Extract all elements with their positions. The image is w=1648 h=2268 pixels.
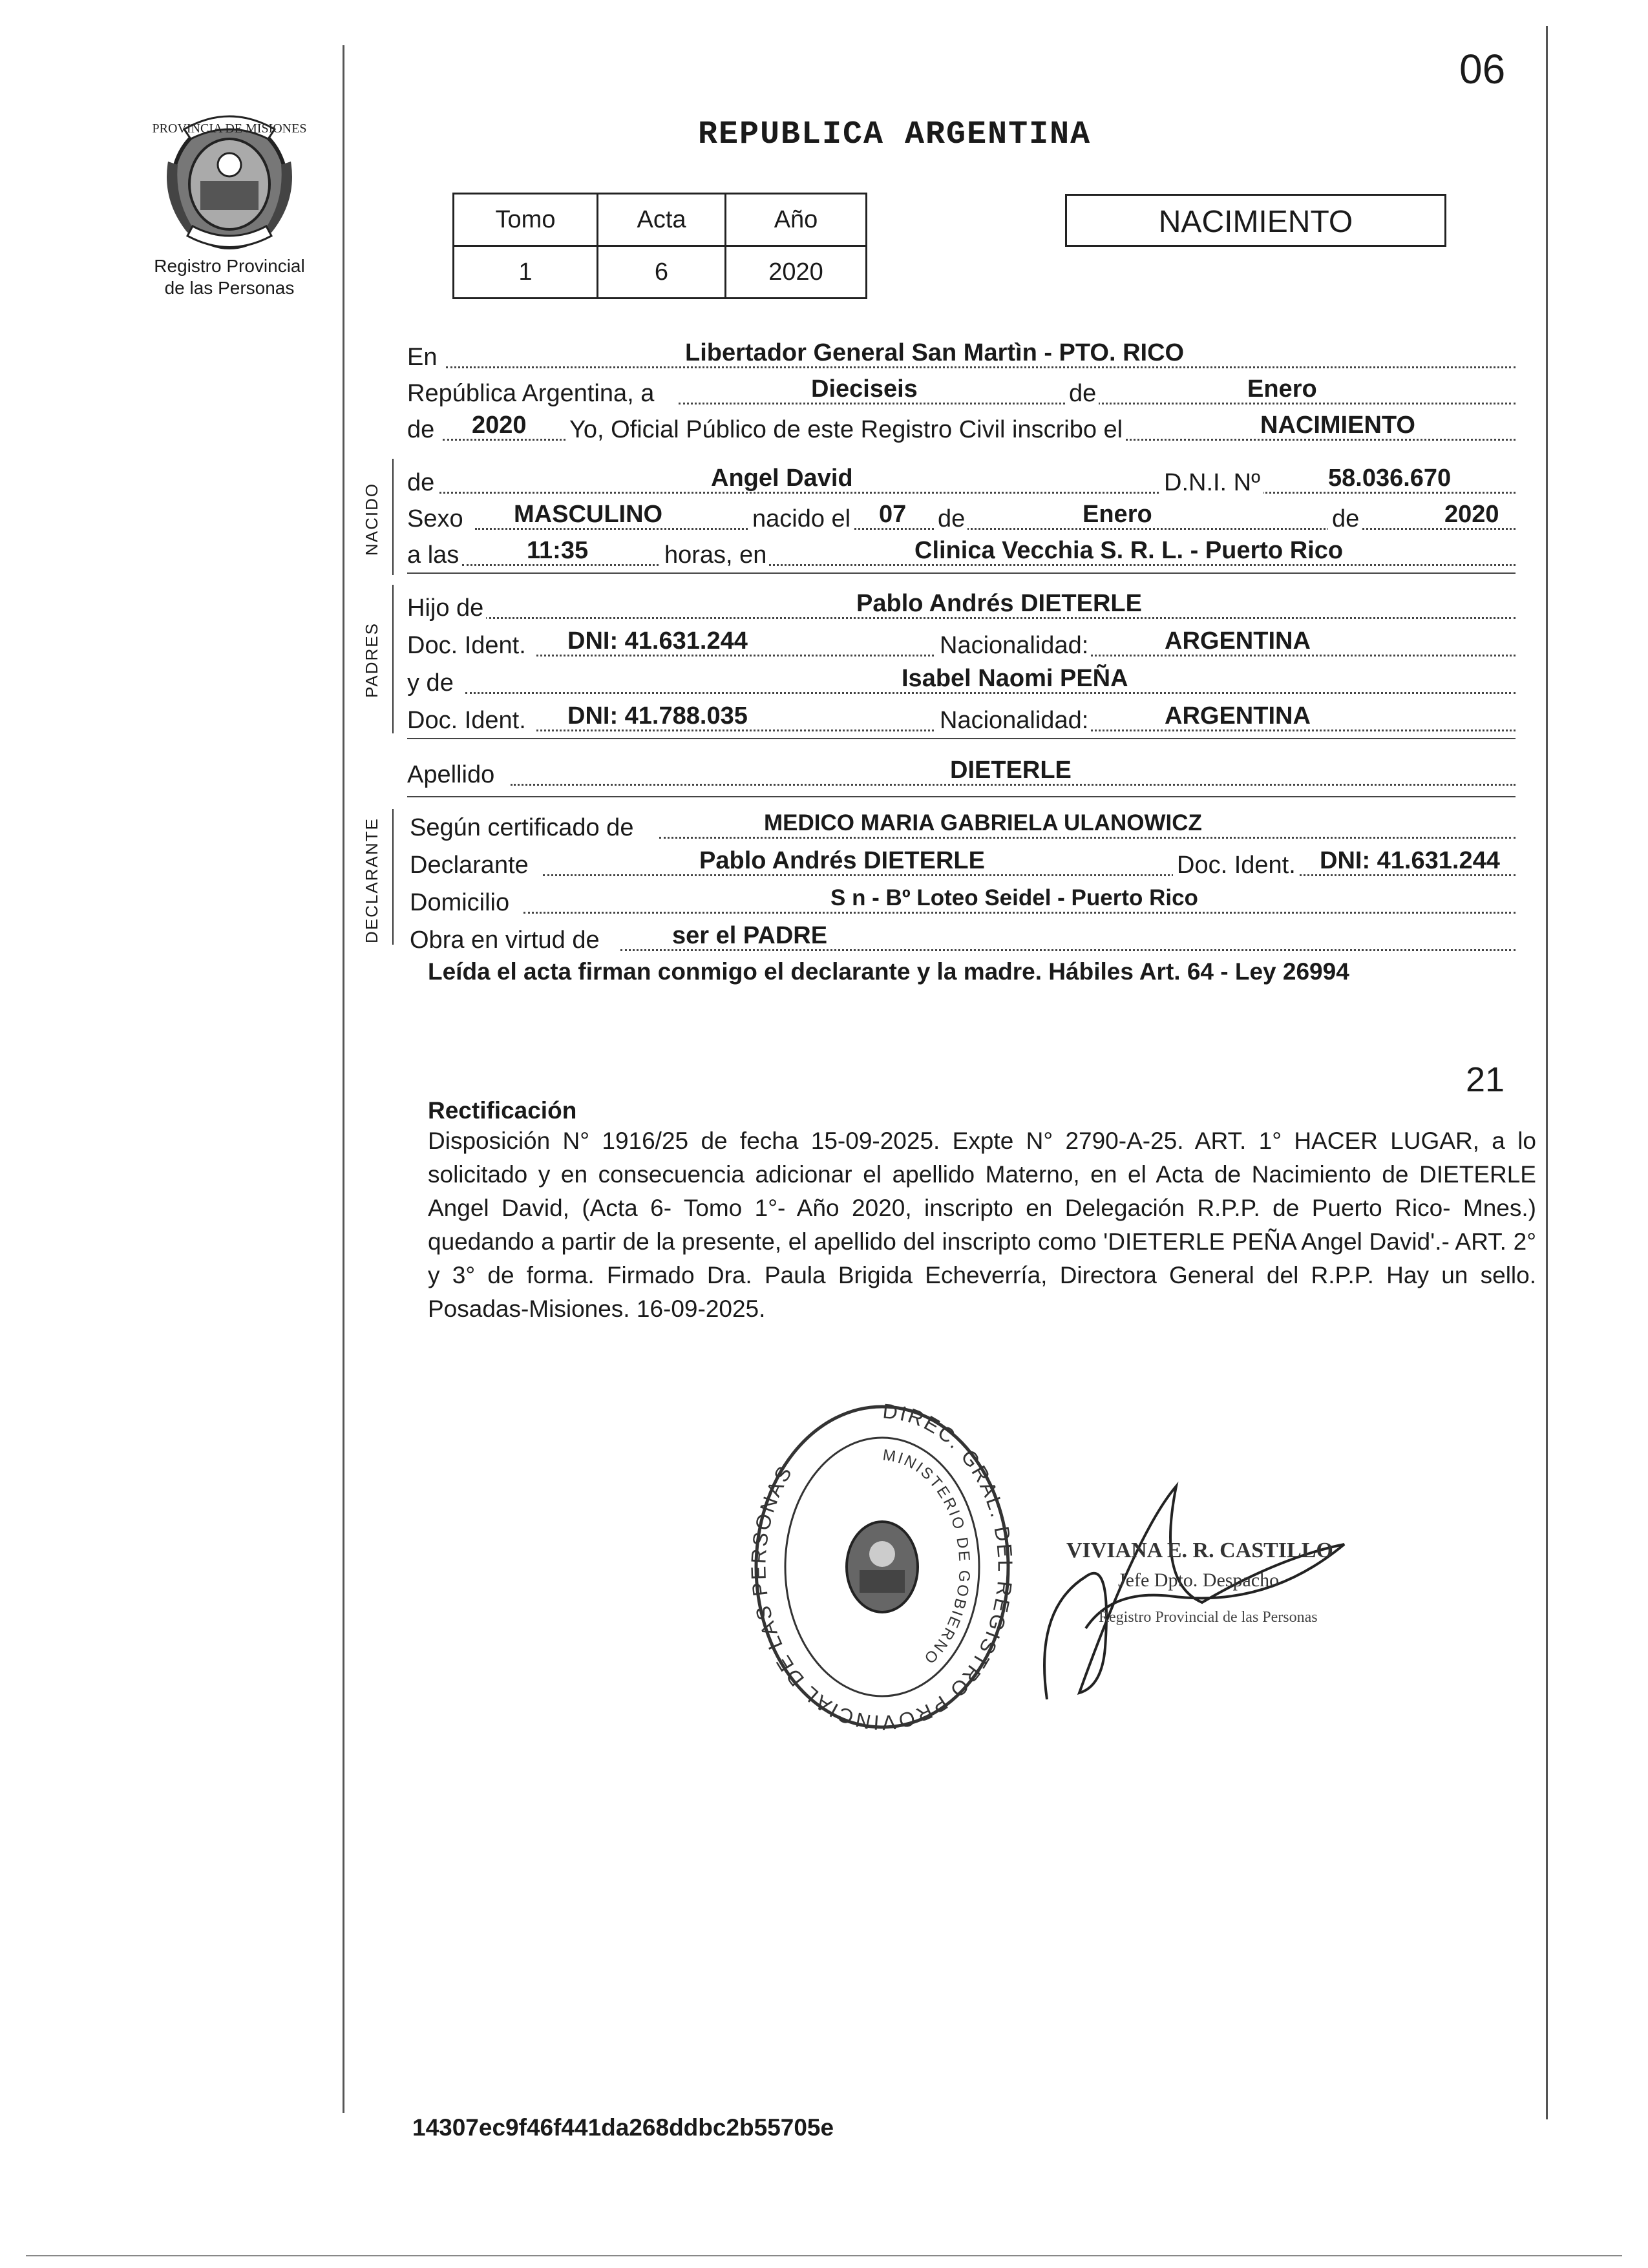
label-declarante: Declarante xyxy=(410,850,531,880)
value-capacity: ser el PADRE xyxy=(672,922,828,949)
row-place xyxy=(407,333,1516,372)
value-birth-month: Enero xyxy=(1083,501,1152,528)
row-sex xyxy=(407,495,1516,534)
label-nac-father: Nacionalidad: xyxy=(936,631,1091,660)
right-margin-line xyxy=(1546,26,1548,2119)
row-declarant xyxy=(407,841,1516,880)
value-declarant: Pablo Andrés DIETERLE xyxy=(699,847,985,874)
value-time: 11:35 xyxy=(527,537,589,564)
label-sexo: Sexo xyxy=(407,504,466,534)
label-doc-father: Doc. Ident. xyxy=(407,631,529,660)
value-month: Enero xyxy=(1247,375,1317,403)
side-label-declarante: DECLARANTE xyxy=(362,817,381,943)
value-father: Pablo Andrés DIETERLE xyxy=(856,590,1142,617)
row-capacity xyxy=(407,916,1516,955)
value-tomo: 1 xyxy=(454,246,598,299)
label-en: En xyxy=(407,342,439,372)
row-father-doc xyxy=(407,622,1516,660)
value-dni: 58.036.670 xyxy=(1328,465,1452,492)
label-horas: horas, en xyxy=(660,540,769,570)
svg-text:VIVIANA E. R. CASTILLO: VIVIANA E. R. CASTILLO xyxy=(1066,1538,1333,1562)
header-acta: Acta xyxy=(598,194,726,246)
bottom-edge-line xyxy=(26,2255,1622,2256)
value-address: S n - Bº Loteo Seidel - Puerto Rico xyxy=(830,885,1198,910)
country-title: REPUBLICA ARGENTINA xyxy=(698,116,1092,153)
label-domicilio: Domicilio xyxy=(410,888,512,918)
label-nacido: nacido el xyxy=(748,504,853,534)
value-birth-day: 07 xyxy=(879,501,907,528)
svg-text:DIREC. GRAL. DEL REGISTRO PROV: DIREC. GRAL. DEL REGISTRO PROVINCIAL DE LAS PERSONAS xyxy=(746,1399,1017,1735)
divider-3 xyxy=(407,796,1516,797)
label-doc-mother: Doc. Ident. xyxy=(407,706,529,735)
label-declarant-doc: Doc. Ident. xyxy=(1173,850,1298,880)
label-apellido: Apellido xyxy=(407,760,497,790)
value-surname: DIETERLE xyxy=(950,757,1072,784)
label-de-2: de xyxy=(407,415,437,445)
row-father xyxy=(407,584,1516,623)
label-republica: República Argentina, a xyxy=(407,379,657,408)
label-dni: D.N.I. Nº xyxy=(1160,468,1263,498)
side-label-padres: PADRES xyxy=(362,622,381,698)
row-date xyxy=(407,370,1516,408)
document-hash: 14307ec9f46f441da268ddbc2b55705e xyxy=(412,2114,834,2141)
registry-label xyxy=(123,255,336,299)
row-mother xyxy=(407,659,1516,698)
nacido-bracket xyxy=(392,459,394,575)
label-yde: y de xyxy=(407,668,456,698)
svg-text:Registro Provincial de las Per: Registro Provincial de las Personas xyxy=(1099,1609,1318,1626)
value-name: Angel David xyxy=(711,465,853,492)
row-mother-doc xyxy=(407,697,1516,735)
svg-text:PROVINCIA DE MISIONES: PROVINCIA DE MISIONES xyxy=(152,121,307,136)
value-certificate: MEDICO MARIA GABRIELA ULANOWICZ xyxy=(764,810,1202,835)
left-margin-line xyxy=(343,45,344,2113)
declarante-bracket xyxy=(392,809,394,945)
signature-block xyxy=(1008,1480,1370,1712)
record-type-box: NACIMIENTO xyxy=(1065,194,1446,247)
row-surname xyxy=(407,751,1516,790)
record-table xyxy=(452,193,867,299)
value-father-doc: DNI: 41.631.244 xyxy=(567,627,748,655)
value-mother-doc: DNI: 41.788.035 xyxy=(567,702,748,730)
label-segun: Según certificado de xyxy=(410,813,636,843)
svg-text:Jefe Dpto. Despacho: Jefe Dpto. Despacho xyxy=(1118,1570,1280,1591)
label-alas: a las xyxy=(407,540,461,570)
header-anio: Año xyxy=(726,194,867,246)
value-mother: Isabel Naomi PEÑA xyxy=(902,665,1128,692)
value-year: 2020 xyxy=(472,412,527,439)
rectification-title: Rectificación xyxy=(428,1097,577,1124)
margin-number: 21 xyxy=(1466,1060,1505,1099)
side-label-nacido: NACIDO xyxy=(362,482,381,556)
value-mother-nat: ARGENTINA xyxy=(1165,702,1311,730)
label-yo: Yo, Oficial Público de este Registro Civil inscribo el xyxy=(565,415,1125,445)
value-acta: 6 xyxy=(598,246,726,299)
value-birth-place: Clinica Vecchia S. R. L. - Puerto Rico xyxy=(914,537,1344,564)
row-year xyxy=(407,406,1516,445)
value-birth-year: 2020 xyxy=(1444,501,1499,528)
official-stamp xyxy=(746,1399,1018,1735)
row-address xyxy=(407,879,1516,918)
provincial-seal-logo xyxy=(149,103,310,265)
value-day: Dieciseis xyxy=(811,375,918,403)
label-nac-mother: Nacionalidad: xyxy=(936,706,1091,735)
registry-line-1: Registro Provincial xyxy=(154,256,305,276)
label-de: de xyxy=(1066,379,1099,408)
divider-2 xyxy=(407,738,1516,739)
label-de-3: de xyxy=(407,468,437,498)
row-time xyxy=(407,531,1516,570)
value-declarant-doc: DNI: 41.631.244 xyxy=(1320,847,1500,874)
value-act-type: NACIMIENTO xyxy=(1260,412,1415,439)
value-anio: 2020 xyxy=(726,246,867,299)
divider-1 xyxy=(407,572,1516,574)
closing-statement: Leída el acta firman conmigo el declarante y la madre. Hábiles Art. 64 - Ley 26994 xyxy=(428,958,1349,985)
value-father-nat: ARGENTINA xyxy=(1165,627,1311,655)
value-sex: MASCULINO xyxy=(514,501,663,528)
padres-bracket xyxy=(392,585,394,733)
row-name xyxy=(407,459,1516,498)
page-number: 06 xyxy=(1459,46,1506,92)
registry-line-2: de las Personas xyxy=(164,278,295,298)
value-place: Libertador General San Martìn - PTO. RICO xyxy=(685,339,1185,366)
label-de-5: de xyxy=(1328,504,1362,534)
label-de-4: de xyxy=(934,504,967,534)
header-tomo: Tomo xyxy=(454,194,598,246)
label-obra: Obra en virtud de xyxy=(410,925,602,955)
rectification-body: Disposición N° 1916/25 de fecha 15-09-2025. Expte N° 2790-A-25. ART. 1° HACER LUGAR, a lo solicitado y en consecuencia adicionar el apellido Materno, en el Acta de Nacimiento de DIETERLE Angel David, (Acta 6- Tomo 1°- Año 2020, inscripto en Delegación R.P.P. de Puerto Rico- Mnes.) quedando a partir de la presente, el apellido del inscripto como 'DIETERLE PEÑA Angel David'.- ART. 2° y 3° de forma. Firmado Dra. Paula Brigida Echeverría, Directora General del R.P.P. Hay un sello. Posadas-Misiones. 16-09-2025. xyxy=(428,1128,1536,1322)
row-certificate xyxy=(407,804,1516,843)
label-hijo: Hijo de xyxy=(407,593,486,623)
svg-text:MINISTERIO DE GOBIERNO: MINISTERIO DE GOBIERNO xyxy=(882,1446,973,1668)
